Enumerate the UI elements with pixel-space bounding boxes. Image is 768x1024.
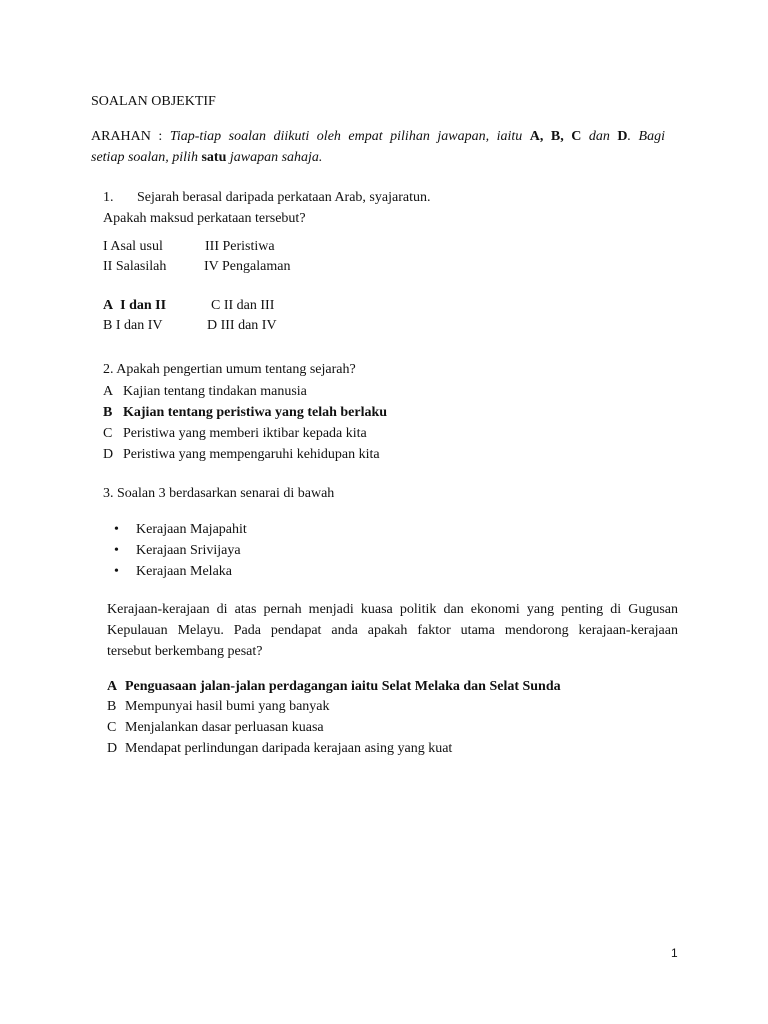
q3-option-d-letter: D (107, 741, 118, 756)
q2-option-d-letter: D (103, 447, 114, 462)
instructions-option-b: B, (550, 129, 564, 144)
q3-option-b (107, 697, 330, 717)
q1-text: Sejarah berasal daripada perkataan Arab, syajaratun. (137, 190, 431, 205)
bullet-icon: • (114, 543, 119, 558)
q2-text: 2. Apakah pengertian umum tentang sejarah? (103, 362, 356, 377)
bullet-icon: • (114, 564, 119, 579)
q3-option-d (107, 739, 453, 759)
instructions-line-1 (91, 127, 665, 147)
q2-option-c (103, 424, 367, 444)
q3-paragraph-line-1: Kerajaan-kerajaan di atas pernah menjadi kuasa politik dan ekonomi yang penting di Gugusan (107, 602, 678, 617)
q3-paragraph-line-3: tersebut berkembang pesat? (107, 644, 263, 659)
q1-item-3: III Peristiwa (205, 239, 275, 254)
q2-option-b-letter: B (103, 405, 113, 420)
instructions-option-c: C (571, 129, 582, 144)
page-title: SOALAN OBJEKTIF (91, 94, 216, 109)
q3-option-c (107, 718, 324, 738)
q3-paragraph-line-2: Kepulauan Melayu. Pada pendapat anda apakah faktor utama mendorong kerajaan-kerajaan (107, 623, 678, 638)
q2-option-b-text: Kajian tentang peristiwa yang telah berlaku (123, 405, 388, 420)
q3-option-a-text: Penguasaan jalan-jalan perdagangan iaitu Selat Melaka dan Selat Sunda (125, 679, 561, 694)
q1-subtext: Apakah maksud perkataan tersebut? (103, 211, 306, 226)
q1-option-d: D III dan IV (207, 318, 277, 333)
instructions-bagi: . Bagi (627, 129, 666, 144)
instructions-option-d: D (617, 129, 628, 144)
q3-option-a (107, 677, 561, 697)
q3-option-d-text: Mendapat perlindungan daripada kerajaan asing yang kuat (125, 741, 453, 756)
page-number: 1 (671, 946, 678, 960)
q3-option-c-letter: C (107, 720, 117, 735)
q2-option-c-text: Peristiwa yang memberi iktibar kepada kita (123, 426, 367, 441)
q3-text: 3. Soalan 3 berdasarkan senarai di bawah (103, 486, 335, 501)
q2-option-c-letter: C (103, 426, 113, 441)
q1-item-4: IV Pengalaman (204, 259, 291, 274)
q3-bullet-3: Kerajaan Melaka (136, 564, 232, 579)
q3-bullet-2: Kerajaan Srivijaya (136, 543, 241, 558)
q1-option-a-text: I dan II (120, 298, 167, 313)
q1-item-1: I Asal usul (103, 239, 163, 254)
q3-option-b-letter: B (107, 699, 117, 714)
q1-item-2: II Salasilah (103, 259, 167, 274)
q1-option-a (103, 296, 166, 316)
q2-option-b (103, 403, 388, 423)
q2-option-a (103, 382, 307, 402)
q3-option-b-text: Mempunyai hasil bumi yang banyak (125, 699, 330, 714)
q1-option-b: B I dan IV (103, 318, 163, 333)
q2-option-a-letter: A (103, 384, 114, 399)
instructions-text-3: jawapan sahaja. (229, 150, 323, 165)
q2-option-d-text: Peristiwa yang mempengaruhi kehidupan kita (123, 447, 380, 462)
instructions-line-2 (91, 148, 322, 168)
instructions-text: Tiap-tiap soalan diikuti oleh empat pilihan jawapan, iaitu (169, 129, 523, 144)
instructions-satu: satu (201, 150, 227, 165)
instructions-dan: dan (588, 129, 610, 144)
q3-option-a-letter: A (107, 679, 118, 694)
instructions-text-2: setiap soalan, pilih (91, 150, 198, 165)
bullet-icon: • (114, 522, 119, 537)
q3-bullet-1: Kerajaan Majapahit (136, 522, 247, 537)
q2-option-a-text: Kajian tentang tindakan manusia (123, 384, 307, 399)
instructions-label: ARAHAN : (91, 129, 163, 144)
q1-number: 1. (103, 190, 114, 205)
q1-option-a-letter: A (103, 298, 114, 313)
q2-option-d (103, 445, 380, 465)
instructions-option-a: A, (529, 129, 544, 144)
q1-option-c: C II dan III (211, 298, 275, 313)
q3-option-c-text: Menjalankan dasar perluasan kuasa (125, 720, 324, 735)
